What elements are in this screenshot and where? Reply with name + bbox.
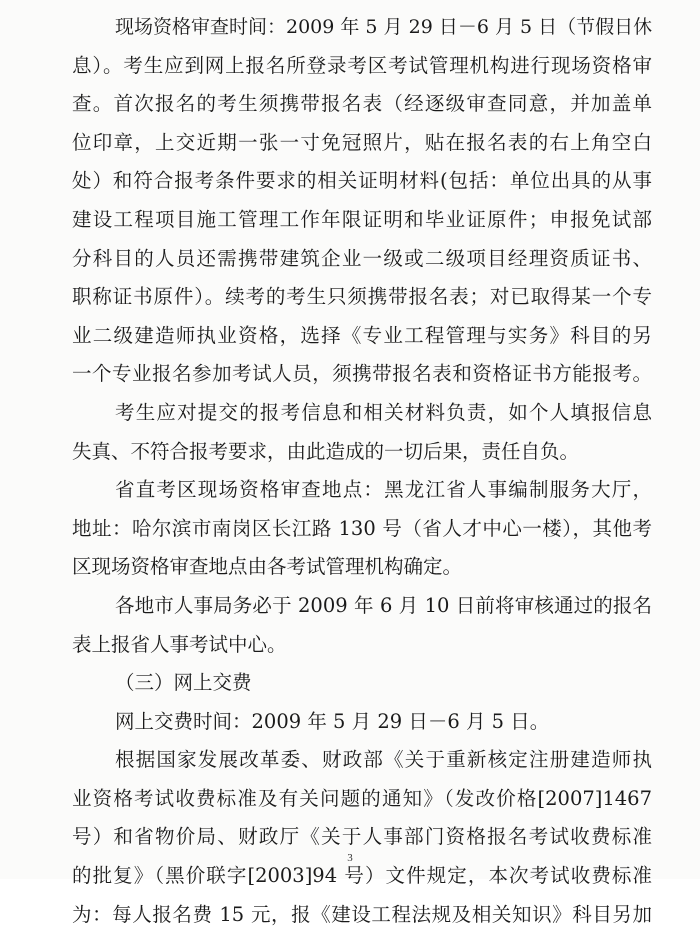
text-line: 失真、不符合报考要求，由此造成的一切后果，责任自负。 xyxy=(72,439,580,463)
text-line: 息）。考生应到网上报名所登录考区考试管理机构进行现场资格审 xyxy=(72,53,652,77)
text-line: 职称证书原件）。续考的考生只须携带报名表；对已取得某一个专 xyxy=(72,285,652,309)
text-line: 位印章，上交近期一张一寸免冠照片，贴在报名表的右上角空白 xyxy=(72,130,652,154)
text-line: 业资格考试收费标准及有关问题的通知》（发改价格[2007]1467 xyxy=(72,786,652,810)
text-line: 网上交费时间：2009 年 5 月 29 日－6 月 5 日。 xyxy=(115,709,550,733)
text-line: 根据国家发展改革委、财政部《关于重新核定注册建造师执 xyxy=(115,748,652,772)
text-line: 业二级建造师执业资格，选择《专业工程管理与实务》科目的另 xyxy=(72,323,652,347)
text-line: 区现场资格审查地点由各考试管理机构确定。 xyxy=(72,555,463,579)
text-line: 一个专业报名参加考试人员，须携带报名表和资格证书方能报考。 xyxy=(72,362,652,386)
text-line: 查。首次报名的考生须携带报名表（经逐级审查同意，并加盖单 xyxy=(72,92,652,116)
text-line: 号）和省物价局、财政厅《关于人事部门资格报名考试收费标准 xyxy=(72,825,652,849)
page-number: 3 xyxy=(347,852,353,864)
text-line: 各地市人事局务必于 2009 年 6 月 10 日前将审核通过的报名 xyxy=(115,593,652,617)
text-line: 的批复》（黑价联字[2003]94 号）文件规定，本次考试收费标准 xyxy=(72,864,652,888)
text-line: 省直考区现场资格审查地点：黑龙江省人事编制服务大厅， xyxy=(115,478,652,502)
text-line: 现场资格审查时间：2009 年 5 月 29 日－6 月 5 日（节假日休 xyxy=(115,16,653,38)
text-line: （三）网上交费 xyxy=(115,671,252,695)
text-line: 分科目的人员还需携带建筑企业一级或二级项目经理资质证书、 xyxy=(72,246,652,270)
text-line: 表上报省人事考试中心。 xyxy=(72,632,287,656)
text-line: 建设工程项目施工管理工作年限证明和毕业证原件；申报免试部 xyxy=(72,207,652,231)
text-line: 地址：哈尔滨市南岗区长江路 130 号（省人才中心一楼），其他考 xyxy=(72,516,652,540)
document-body xyxy=(72,8,652,934)
text-line: 为：每人报名费 15 元，报《建设工程法规及相关知识》科目另加 xyxy=(72,902,652,926)
text-line: 处）和符合报考条件要求的相关证明材料(包括：单位出具的从事 xyxy=(72,169,652,193)
text-line: 考生应对提交的报考信息和相关材料负责，如个人填报信息 xyxy=(115,400,652,424)
